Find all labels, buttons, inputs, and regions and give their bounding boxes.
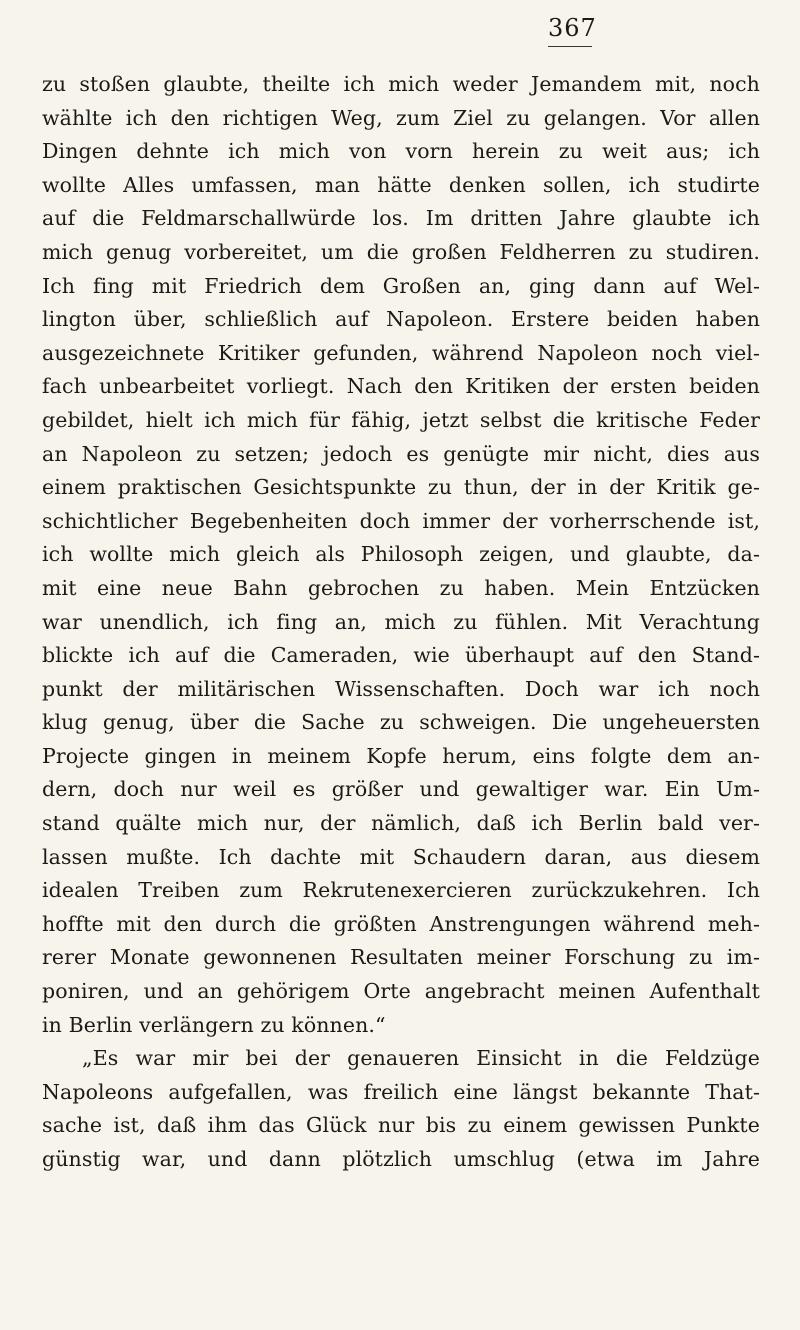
text-line-18: blickte ich auf die Cameraden, wie überhaupt auf den Stand- <box>42 643 760 668</box>
text-line-31: Napoleons aufgefallen, was freilich eine längst bekannte That- <box>42 1079 760 1104</box>
text-line-20: klug genug, über die Sache zu schweigen. Die ungeheuersten <box>42 710 760 735</box>
text-line-16: mit eine neue Bahn gebrochen zu haben. Mein Entzücken <box>42 575 760 600</box>
text-line-25: idealen Treiben zum Rekrutenexercieren zurückzukehren. Ich <box>42 878 760 903</box>
text-line-26: hoffte mit den durch die größten Anstrengungen während meh- <box>42 911 760 936</box>
text-line-9: ausgezeichnete Kritiker gefunden, während Napoleon noch viel- <box>42 340 760 365</box>
text-line-27: rerer Monate gewonnenen Resultaten meiner Forschung zu im- <box>42 945 760 970</box>
text-line-2: wählte ich den richtigen Weg, zum Ziel zu gelangen. Vor allen <box>42 105 760 130</box>
body-text <box>42 68 760 1177</box>
text-line-8: lington über, schließlich auf Napoleon. Erstere beiden haben <box>42 307 760 332</box>
text-line-12: an Napoleon zu setzen; jedoch es genügte mir nicht, dies aus <box>42 441 760 466</box>
page-number: 367 <box>548 14 597 42</box>
text-line-23: stand quälte mich nur, der nämlich, daß ich Berlin bald ver- <box>42 811 760 836</box>
text-line-33: günstig war, und dann plötzlich umschlug (etwa im Jahre <box>42 1147 760 1171</box>
text-line-30: „Es war mir bei der genaueren Einsicht in die Feldzüge <box>82 1046 760 1071</box>
text-line-29: in Berlin verlängern zu können.“ <box>42 1012 386 1037</box>
text-line-22: dern, doch nur weil es größer und gewaltiger war. Ein Um- <box>42 777 760 802</box>
text-line-24: lassen mußte. Ich dachte mit Schaudern daran, aus diesem <box>42 844 760 869</box>
text-line-6: mich genug vorbereitet, um die großen Feldherren zu studiren. <box>42 239 760 264</box>
text-line-10: fach unbearbeitet vorliegt. Nach den Kritiken der ersten beiden <box>42 374 760 399</box>
text-line-14: schichtlicher Begebenheiten doch immer der vorherrschende ist, <box>42 508 760 533</box>
text-line-13: einem praktischen Gesichtspunkte zu thun, der in der Kritik ge- <box>42 475 760 500</box>
text-line-5: auf die Feldmarschallwürde los. Im dritten Jahre glaubte ich <box>42 206 760 231</box>
text-line-19: punkt der militärischen Wissenschaften. Doch war ich noch <box>42 676 760 701</box>
text-line-7: Ich fing mit Friedrich dem Großen an, ging dann auf Wel- <box>42 273 760 298</box>
page-number-rule <box>548 46 592 47</box>
text-line-28: poniren, und an gehörigem Orte angebracht meinen Aufenthalt <box>42 979 760 1004</box>
text-line-32: sache ist, daß ihm das Glück nur bis zu einem gewissen Punkte <box>42 1113 760 1138</box>
text-line-3: Dingen dehnte ich mich von vorn herein zu weit aus; ich <box>42 139 760 164</box>
text-line-15: ich wollte mich gleich als Philosoph zeigen, und glaubte, da- <box>42 542 760 567</box>
text-line-21: Projecte gingen in meinem Kopfe herum, eins folgte dem an- <box>42 743 760 768</box>
text-line-4: wollte Alles umfassen, man hätte denken sollen, ich studirte <box>42 172 760 197</box>
text-line-11: gebildet, hielt ich mich für fähig, jetzt selbst die kritische Feder <box>42 407 760 432</box>
text-line-1: zu stoßen glaubte, theilte ich mich weder Jemandem mit, noch <box>42 72 760 96</box>
text-line-17: war unendlich, ich fing an, mich zu fühlen. Mit Verachtung <box>42 609 760 634</box>
